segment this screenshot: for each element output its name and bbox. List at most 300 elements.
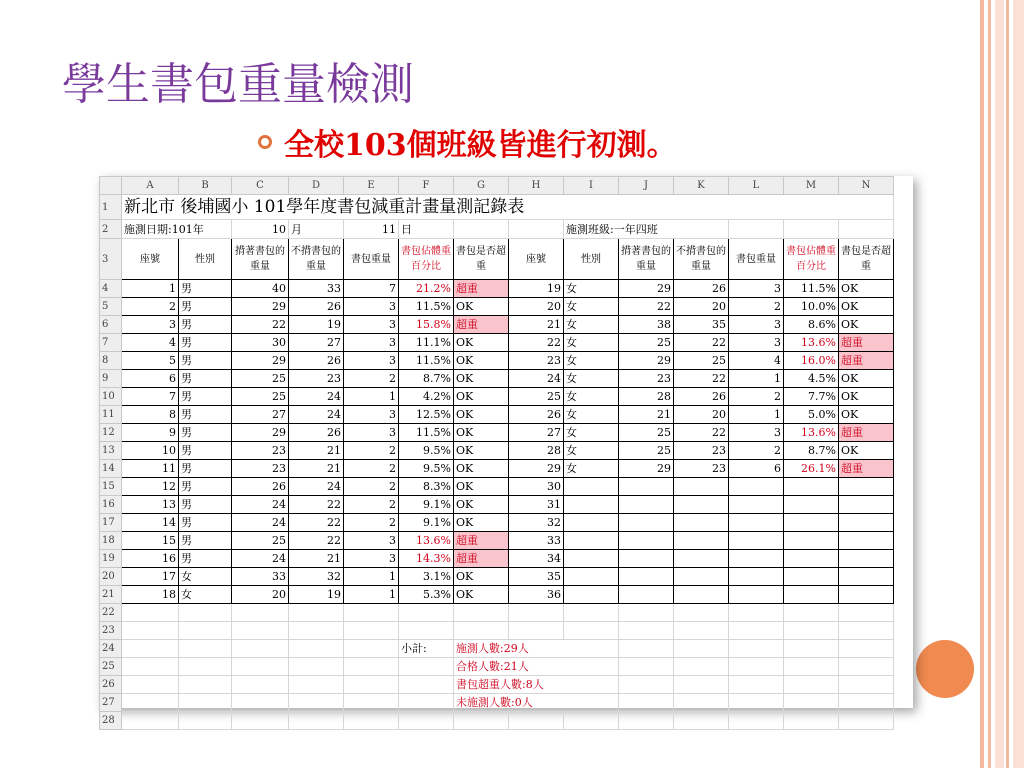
bag-weight-percent[interactable]: 11.5% [399,352,454,370]
date-month-value[interactable]: 10 [232,220,289,239]
empty-cell[interactable] [564,478,619,496]
cell[interactable] [619,622,674,640]
overweight-status[interactable]: OK [454,352,509,370]
cell[interactable] [839,640,894,658]
weight-without-bag[interactable]: 26 [289,352,344,370]
empty-cell[interactable] [839,514,894,532]
weight-without-bag[interactable]: 20 [674,298,729,316]
cell[interactable] [564,604,619,622]
bag-weight-percent[interactable]: 8.3% [399,478,454,496]
overweight-status[interactable]: 超重 [454,550,509,568]
overweight-status[interactable]: OK [454,388,509,406]
cell[interactable] [619,640,674,658]
bag-weight[interactable]: 1 [344,586,399,604]
gender[interactable]: 女 [564,280,619,298]
gender[interactable]: 男 [179,352,232,370]
weight-without-bag[interactable]: 26 [674,280,729,298]
cell[interactable] [564,622,619,640]
date-month-label[interactable]: 月 [289,220,344,239]
overweight-status[interactable]: OK [454,406,509,424]
cell[interactable] [399,712,454,730]
weight-with-bag[interactable]: 25 [619,442,674,460]
column-heading[interactable]: 書包佔體重百分比 [784,239,839,280]
weight-with-bag[interactable]: 24 [232,514,289,532]
weight-without-bag[interactable]: 22 [289,532,344,550]
bag-weight-percent[interactable]: 11.5% [399,298,454,316]
overweight-status[interactable]: 超重 [454,316,509,334]
weight-without-bag[interactable]: 32 [289,568,344,586]
cell[interactable] [289,712,344,730]
empty-cell[interactable] [839,586,894,604]
seat-number[interactable]: 2 [122,298,179,316]
bag-weight-percent[interactable]: 7.7% [784,388,839,406]
weight-without-bag[interactable]: 21 [289,442,344,460]
weight-with-bag[interactable]: 25 [619,334,674,352]
weight-with-bag[interactable]: 22 [619,298,674,316]
empty-cell[interactable] [784,478,839,496]
summary-line[interactable]: 未施測人數:0人 [454,694,619,712]
seat-number[interactable]: 13 [122,496,179,514]
seat-number[interactable]: 30 [509,478,564,496]
weight-with-bag[interactable]: 25 [232,370,289,388]
cell[interactable] [674,622,729,640]
weight-without-bag[interactable]: 22 [674,370,729,388]
empty-cell[interactable] [839,550,894,568]
row-header[interactable]: 20 [100,568,122,586]
empty-cell[interactable] [674,586,729,604]
empty-cell[interactable] [839,496,894,514]
column-heading[interactable]: 座號 [509,239,564,280]
gender[interactable]: 男 [179,334,232,352]
seat-number[interactable]: 5 [122,352,179,370]
gender[interactable]: 男 [179,298,232,316]
cell[interactable] [784,676,839,694]
sheet-title[interactable]: 新北市 後埔國小 101學年度書包減重計畫量測記錄表 [122,195,894,220]
bag-weight[interactable]: 2 [729,298,784,316]
weight-without-bag[interactable]: 24 [289,388,344,406]
cell[interactable] [179,640,232,658]
cell[interactable] [674,604,729,622]
bag-weight[interactable]: 1 [729,406,784,424]
overweight-status[interactable]: OK [454,442,509,460]
bag-weight-percent[interactable]: 21.2% [399,280,454,298]
row-header[interactable]: 12 [100,424,122,442]
seat-number[interactable]: 32 [509,514,564,532]
row-header[interactable]: 28 [100,712,122,730]
row-header[interactable]: 24 [100,640,122,658]
empty-cell[interactable] [839,532,894,550]
bag-weight-percent[interactable]: 10.0% [784,298,839,316]
row-header[interactable]: 25 [100,658,122,676]
column-heading[interactable]: 書包佔體重百分比 [399,239,454,280]
weight-without-bag[interactable]: 26 [289,298,344,316]
cell[interactable] [674,640,729,658]
column-heading[interactable]: 性別 [179,239,232,280]
bag-weight[interactable]: 3 [344,298,399,316]
gender[interactable]: 女 [564,316,619,334]
cell[interactable] [729,622,784,640]
weight-without-bag[interactable]: 19 [289,316,344,334]
cell[interactable] [784,604,839,622]
empty-cell[interactable] [564,550,619,568]
weight-without-bag[interactable]: 24 [289,478,344,496]
seat-number[interactable]: 12 [122,478,179,496]
seat-number[interactable]: 11 [122,460,179,478]
weight-with-bag[interactable]: 23 [232,442,289,460]
cell[interactable] [289,622,344,640]
cell[interactable] [454,622,509,640]
seat-number[interactable]: 28 [509,442,564,460]
gender[interactable]: 男 [179,316,232,334]
empty-cell[interactable] [784,532,839,550]
weight-without-bag[interactable]: 19 [289,586,344,604]
cell[interactable] [289,676,344,694]
weight-without-bag[interactable]: 22 [674,424,729,442]
cell[interactable] [289,694,344,712]
empty-cell[interactable] [619,550,674,568]
bag-weight[interactable]: 3 [344,532,399,550]
overweight-status[interactable]: OK [839,406,894,424]
column-heading[interactable]: 不揹書包的重量 [289,239,344,280]
bag-weight-percent[interactable]: 8.7% [784,442,839,460]
bag-weight-percent[interactable]: 11.5% [784,280,839,298]
gender[interactable]: 女 [564,334,619,352]
column-heading[interactable]: 揹著書包的重量 [619,239,674,280]
seat-number[interactable]: 34 [509,550,564,568]
weight-with-bag[interactable]: 25 [232,532,289,550]
empty-cell[interactable] [784,550,839,568]
empty-cell[interactable] [564,532,619,550]
cell[interactable] [509,220,564,239]
seat-number[interactable]: 36 [509,586,564,604]
weight-without-bag[interactable]: 35 [674,316,729,334]
bag-weight-percent[interactable]: 16.0% [784,352,839,370]
empty-cell[interactable] [619,478,674,496]
row-header[interactable]: 18 [100,532,122,550]
seat-number[interactable]: 35 [509,568,564,586]
summary-line[interactable]: 書包超重人數:8人 [454,676,619,694]
bag-weight-percent[interactable]: 4.2% [399,388,454,406]
row-header[interactable]: 4 [100,280,122,298]
seat-number[interactable]: 22 [509,334,564,352]
weight-with-bag[interactable]: 24 [232,496,289,514]
overweight-status[interactable]: OK [454,424,509,442]
weight-without-bag[interactable]: 23 [289,370,344,388]
cell[interactable] [454,220,509,239]
bag-weight-percent[interactable]: 9.1% [399,496,454,514]
empty-cell[interactable] [674,568,729,586]
cell[interactable] [784,622,839,640]
weight-without-bag[interactable]: 21 [289,460,344,478]
gender[interactable]: 女 [564,460,619,478]
cell[interactable] [344,712,399,730]
bag-weight-percent[interactable]: 13.6% [784,424,839,442]
column-heading[interactable]: 不揹書包的重量 [674,239,729,280]
seat-number[interactable]: 27 [509,424,564,442]
cell[interactable] [232,604,289,622]
weight-with-bag[interactable]: 23 [232,460,289,478]
cell[interactable] [784,658,839,676]
weight-with-bag[interactable]: 29 [232,298,289,316]
overweight-status[interactable]: 超重 [839,334,894,352]
cell[interactable] [839,676,894,694]
cell[interactable] [344,640,399,658]
empty-cell[interactable] [674,532,729,550]
weight-without-bag[interactable]: 26 [289,424,344,442]
bag-weight[interactable]: 3 [344,316,399,334]
seat-number[interactable]: 16 [122,550,179,568]
gender[interactable]: 女 [564,352,619,370]
weight-with-bag[interactable]: 40 [232,280,289,298]
weight-with-bag[interactable]: 38 [619,316,674,334]
seat-number[interactable]: 17 [122,568,179,586]
cell[interactable] [232,622,289,640]
seat-number[interactable]: 23 [509,352,564,370]
overweight-status[interactable]: OK [454,334,509,352]
summary-line[interactable]: 施測人數:29人 [454,640,619,658]
cell[interactable] [619,658,674,676]
cell[interactable] [509,712,564,730]
bag-weight-percent[interactable]: 9.5% [399,442,454,460]
column-heading[interactable]: 書包是否超重 [454,239,509,280]
empty-cell[interactable] [729,532,784,550]
weight-with-bag[interactable]: 23 [619,370,674,388]
cell[interactable] [179,658,232,676]
gender[interactable]: 男 [179,460,232,478]
cell[interactable] [619,604,674,622]
row-header[interactable]: 13 [100,442,122,460]
empty-cell[interactable] [564,586,619,604]
cell[interactable] [232,694,289,712]
overweight-status[interactable]: OK [839,280,894,298]
cell[interactable] [729,220,784,239]
cell[interactable] [399,676,454,694]
bag-weight[interactable]: 3 [729,280,784,298]
cell[interactable] [399,658,454,676]
column-heading[interactable]: 書包重量 [344,239,399,280]
bag-weight[interactable]: 3 [344,352,399,370]
row-header[interactable]: 5 [100,298,122,316]
seat-number[interactable]: 3 [122,316,179,334]
row-header[interactable]: 8 [100,352,122,370]
bag-weight[interactable]: 2 [344,478,399,496]
bag-weight[interactable]: 3 [344,406,399,424]
cell[interactable] [509,604,564,622]
gender[interactable]: 男 [179,442,232,460]
cell[interactable] [674,712,729,730]
bag-weight[interactable]: 3 [344,550,399,568]
weight-without-bag[interactable]: 23 [674,442,729,460]
bag-weight-percent[interactable]: 3.1% [399,568,454,586]
gender[interactable]: 女 [179,586,232,604]
empty-cell[interactable] [674,514,729,532]
column-heading[interactable]: 書包重量 [729,239,784,280]
row-header[interactable]: 17 [100,514,122,532]
cell[interactable] [289,640,344,658]
seat-number[interactable]: 6 [122,370,179,388]
bag-weight-percent[interactable]: 5.3% [399,586,454,604]
column-header-G[interactable]: G [454,177,509,195]
empty-cell[interactable] [564,514,619,532]
overweight-status[interactable]: OK [454,586,509,604]
cell[interactable] [619,694,674,712]
seat-number[interactable]: 29 [509,460,564,478]
column-header-E[interactable]: E [344,177,399,195]
cell[interactable] [232,712,289,730]
bag-weight[interactable]: 2 [344,442,399,460]
bag-weight-percent[interactable]: 13.6% [784,334,839,352]
row-header[interactable]: 27 [100,694,122,712]
empty-cell[interactable] [784,586,839,604]
row-header[interactable]: 11 [100,406,122,424]
empty-cell[interactable] [784,568,839,586]
cell[interactable] [344,694,399,712]
bag-weight[interactable]: 1 [344,568,399,586]
column-header-J[interactable]: J [619,177,674,195]
empty-cell[interactable] [729,550,784,568]
weight-with-bag[interactable]: 20 [232,586,289,604]
summary-line[interactable]: 合格人數:21人 [454,658,619,676]
gender[interactable]: 男 [179,370,232,388]
cell[interactable] [839,604,894,622]
overweight-status[interactable]: 超重 [839,460,894,478]
gender[interactable]: 女 [564,370,619,388]
cell[interactable] [839,220,894,239]
bag-weight-percent[interactable]: 4.5% [784,370,839,388]
column-header-A[interactable]: A [122,177,179,195]
empty-cell[interactable] [619,532,674,550]
gender[interactable]: 女 [179,568,232,586]
row-header[interactable]: 21 [100,586,122,604]
row-header[interactable]: 1 [100,195,122,220]
gender[interactable]: 女 [564,406,619,424]
seat-number[interactable]: 19 [509,280,564,298]
weight-with-bag[interactable]: 30 [232,334,289,352]
cell[interactable] [122,658,179,676]
column-heading[interactable]: 揹著書包的重量 [232,239,289,280]
weight-without-bag[interactable]: 27 [289,334,344,352]
weight-with-bag[interactable]: 26 [232,478,289,496]
gender[interactable]: 女 [564,424,619,442]
select-all-corner[interactable] [100,177,122,195]
cell[interactable] [232,640,289,658]
column-header-M[interactable]: M [784,177,839,195]
cell[interactable] [784,712,839,730]
overweight-status[interactable]: OK [454,514,509,532]
seat-number[interactable]: 1 [122,280,179,298]
bag-weight-percent[interactable]: 8.6% [784,316,839,334]
cell[interactable] [784,220,839,239]
empty-cell[interactable] [674,496,729,514]
weight-without-bag[interactable]: 25 [674,352,729,370]
cell[interactable] [122,604,179,622]
gender[interactable]: 男 [179,514,232,532]
column-header-D[interactable]: D [289,177,344,195]
cell[interactable] [289,604,344,622]
empty-cell[interactable] [729,514,784,532]
weight-with-bag[interactable]: 27 [232,406,289,424]
cell[interactable] [344,658,399,676]
bag-weight-percent[interactable]: 9.1% [399,514,454,532]
row-header[interactable]: 2 [100,220,122,239]
row-header[interactable]: 19 [100,550,122,568]
bag-weight[interactable]: 6 [729,460,784,478]
cell[interactable] [179,622,232,640]
weight-without-bag[interactable]: 20 [674,406,729,424]
gender[interactable]: 男 [179,424,232,442]
bag-weight-percent[interactable]: 8.7% [399,370,454,388]
bag-weight-percent[interactable]: 14.3% [399,550,454,568]
cell[interactable] [122,640,179,658]
row-header[interactable]: 7 [100,334,122,352]
bag-weight[interactable]: 3 [729,316,784,334]
empty-cell[interactable] [564,568,619,586]
seat-number[interactable]: 24 [509,370,564,388]
bag-weight[interactable]: 2 [729,442,784,460]
empty-cell[interactable] [619,514,674,532]
cell[interactable] [619,712,674,730]
column-header-F[interactable]: F [399,177,454,195]
weight-without-bag[interactable]: 22 [289,514,344,532]
cell[interactable] [509,622,564,640]
cell[interactable] [454,712,509,730]
weight-with-bag[interactable]: 25 [232,388,289,406]
bag-weight[interactable]: 2 [344,460,399,478]
gender[interactable]: 男 [179,478,232,496]
cell[interactable] [729,694,784,712]
bag-weight[interactable]: 7 [344,280,399,298]
cell[interactable] [179,676,232,694]
seat-number[interactable]: 20 [509,298,564,316]
summary-label[interactable]: 小計: [399,640,454,658]
bag-weight[interactable]: 2 [344,370,399,388]
weight-without-bag[interactable]: 21 [289,550,344,568]
gender[interactable]: 女 [564,442,619,460]
cell[interactable] [179,694,232,712]
row-header[interactable]: 22 [100,604,122,622]
seat-number[interactable]: 14 [122,514,179,532]
cell[interactable] [784,694,839,712]
cell[interactable] [454,604,509,622]
empty-cell[interactable] [784,514,839,532]
cell[interactable] [179,604,232,622]
weight-with-bag[interactable]: 22 [232,316,289,334]
weight-with-bag[interactable]: 33 [232,568,289,586]
gender[interactable]: 女 [564,388,619,406]
column-header-K[interactable]: K [674,177,729,195]
weight-without-bag[interactable]: 22 [289,496,344,514]
gender[interactable]: 男 [179,280,232,298]
cell[interactable] [674,676,729,694]
cell[interactable] [839,694,894,712]
bag-weight[interactable]: 1 [344,388,399,406]
seat-number[interactable]: 10 [122,442,179,460]
cell[interactable] [344,622,399,640]
overweight-status[interactable]: 超重 [454,280,509,298]
cell[interactable] [122,712,179,730]
overweight-status[interactable]: OK [454,460,509,478]
weight-with-bag[interactable]: 29 [232,424,289,442]
gender[interactable]: 男 [179,406,232,424]
cell[interactable] [122,694,179,712]
weight-with-bag[interactable]: 29 [232,352,289,370]
seat-number[interactable]: 26 [509,406,564,424]
cell[interactable] [729,658,784,676]
row-header[interactable]: 23 [100,622,122,640]
cell[interactable] [729,640,784,658]
weight-with-bag[interactable]: 25 [619,424,674,442]
cell[interactable] [564,712,619,730]
